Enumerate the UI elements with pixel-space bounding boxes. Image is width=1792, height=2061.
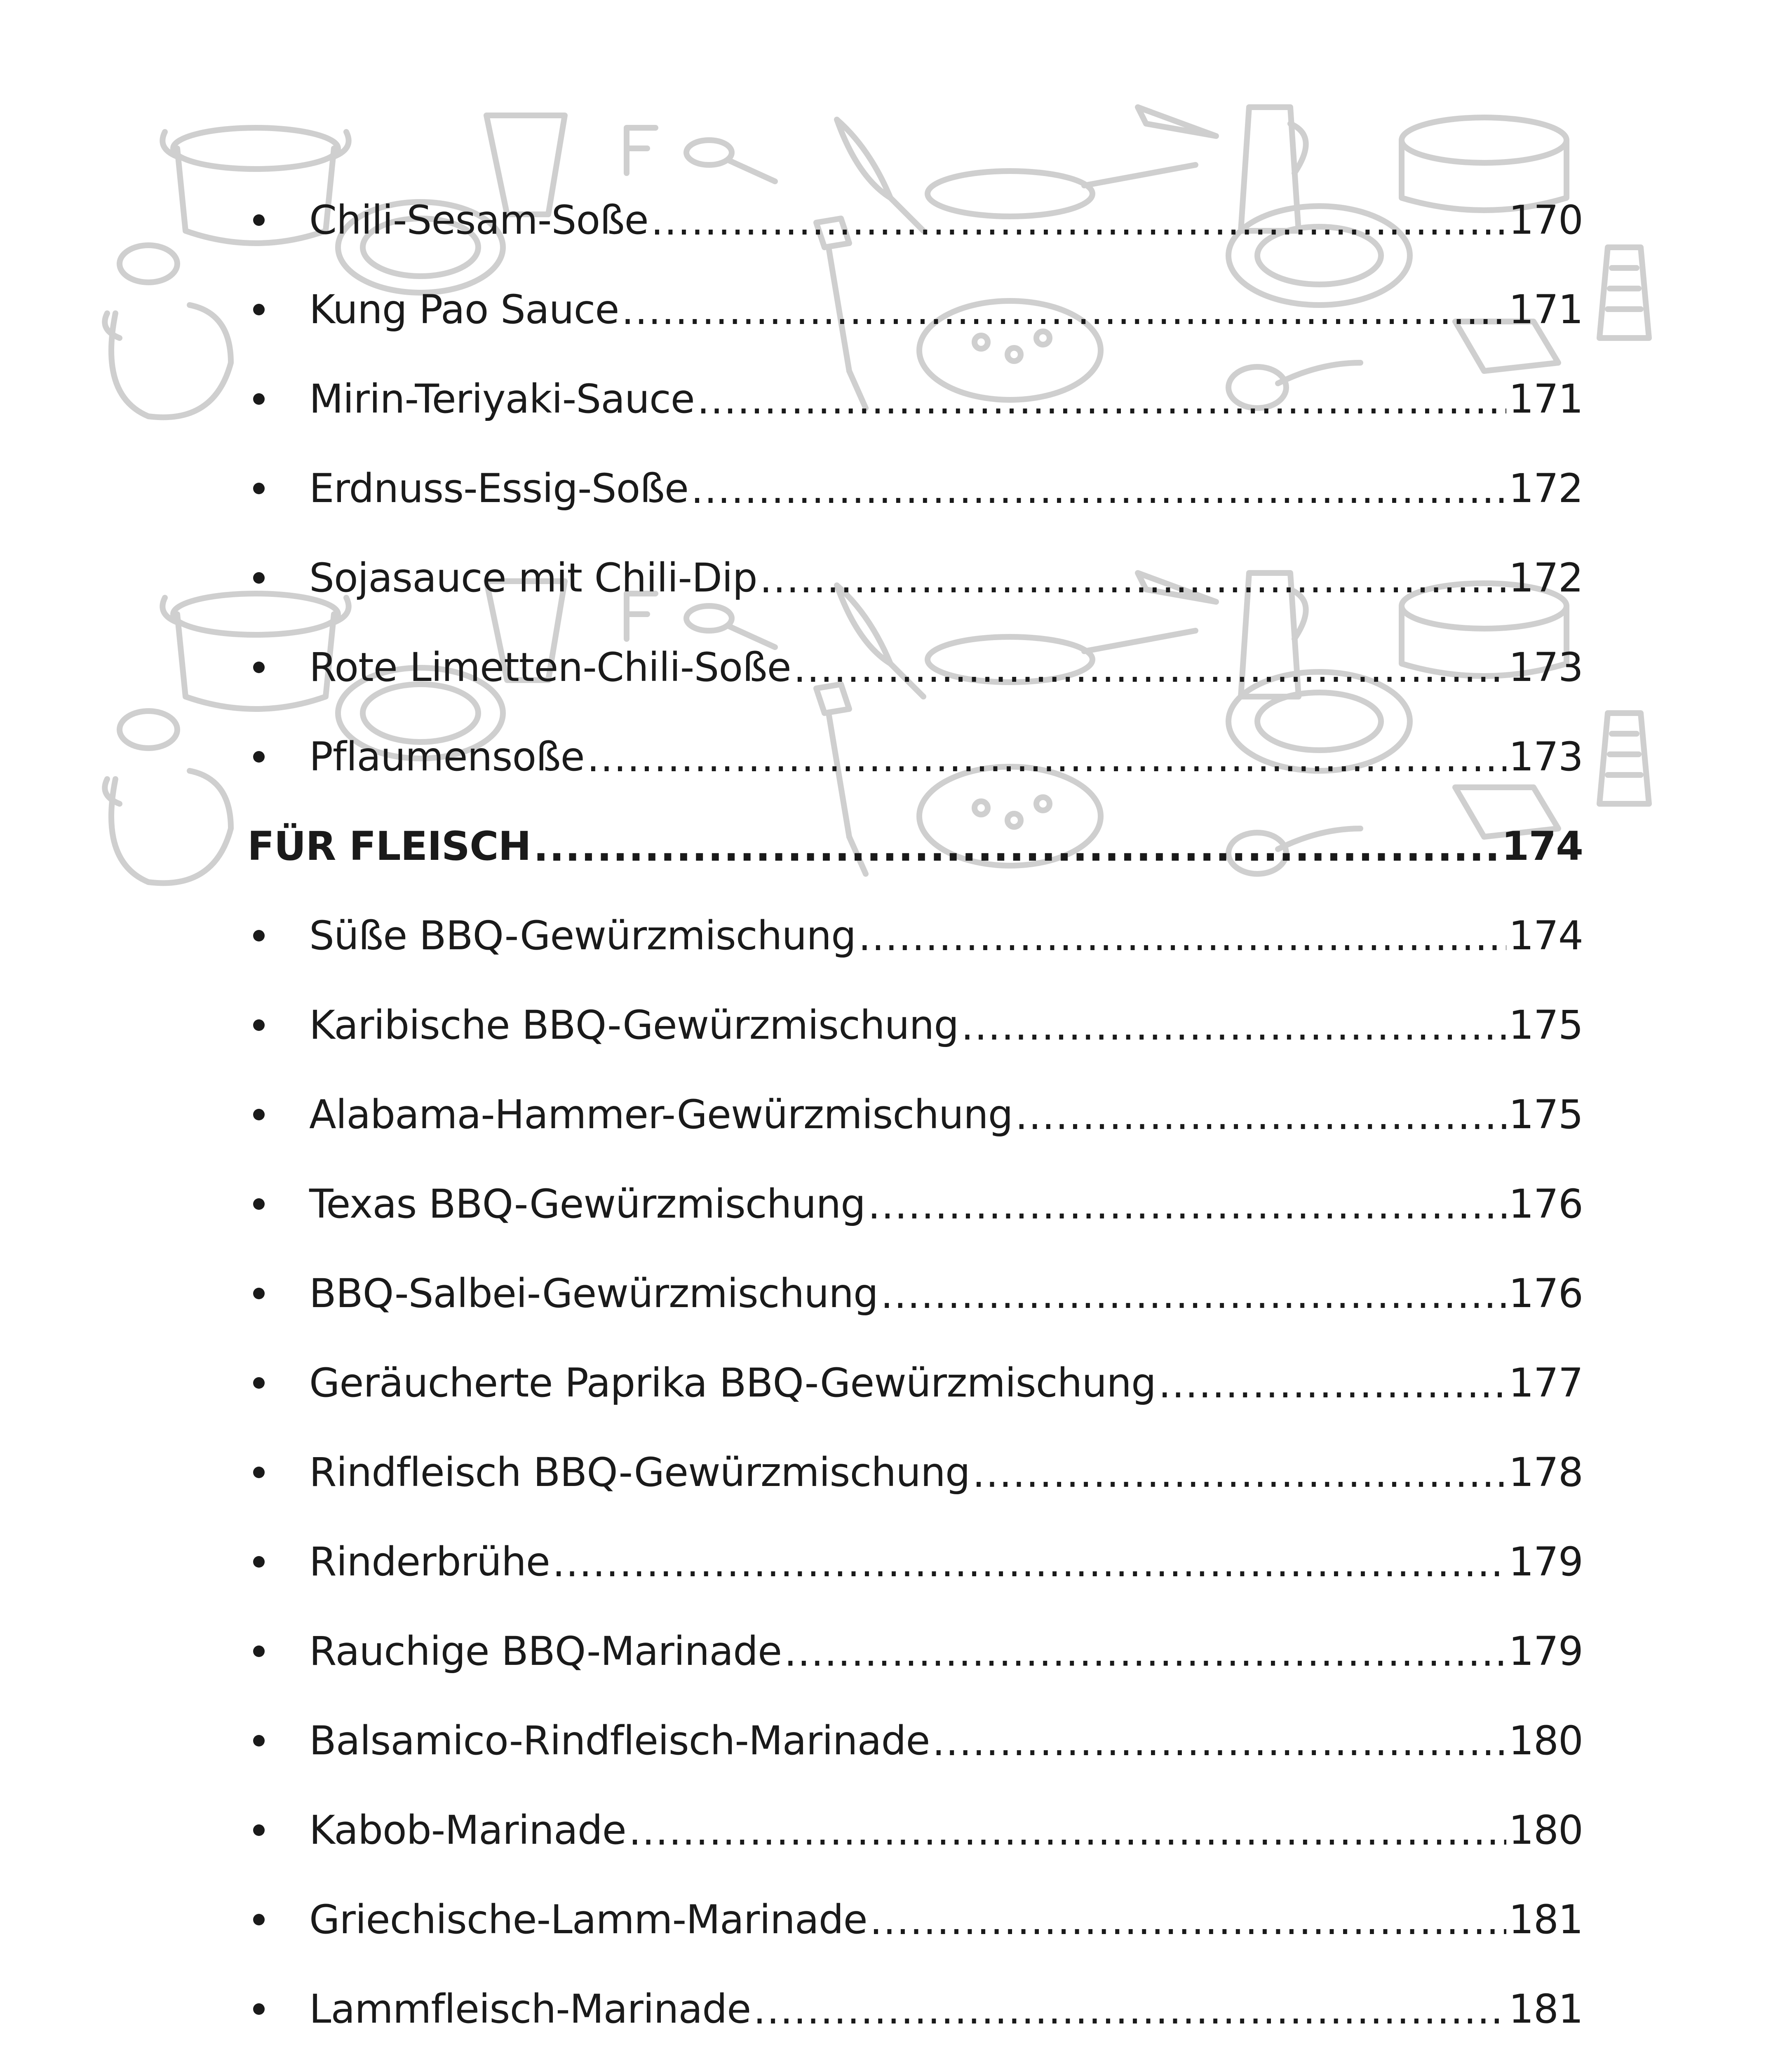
dot-leader [552,1543,1506,1606]
toc-entry-title: Griechische-Lamm-Marinade [309,1896,867,1943]
dot-leader [697,380,1506,444]
toc-entry-page-number: 174 [1508,912,1583,959]
bullet-icon [247,1824,309,1836]
dot-leader [629,1811,1506,1875]
bullet-icon [247,1288,309,1299]
toc-entry[interactable] [247,1159,1583,1249]
toc-entry-page-number: 180 [1508,1807,1583,1853]
toc-entry[interactable] [247,533,1583,622]
bullet-icon [247,393,309,405]
toc-entry-title: Karibische BBQ-Gewürzmischung [309,1002,959,1048]
toc-entry-page-number: 181 [1508,1896,1583,1943]
sugar-bowl-icon [105,245,231,417]
grater-icon [1599,247,1649,338]
dot-leader [651,201,1506,265]
toc-entry[interactable] [247,1070,1583,1159]
toc-entry-title: Kung Pao Sauce [309,286,619,333]
bullet-icon [247,1019,309,1031]
toc-entry-page-number: 172 [1508,554,1583,601]
toc-entry[interactable] [247,1964,1583,2054]
toc-entry-title: FÜR FLEISCH [247,823,531,869]
toc-entry-page-number: 175 [1508,1091,1583,1138]
dot-leader [533,827,1499,891]
dot-leader [753,1990,1506,2054]
toc-entry-page-number: 176 [1508,1181,1583,1227]
toc-entry[interactable] [247,980,1583,1070]
bullet-icon [247,1377,309,1389]
dot-leader [621,291,1506,354]
toc-entry-title: Lammfleisch-Marinade [309,1986,751,2032]
bullet-icon [247,572,309,584]
bullet-icon [247,1556,309,1568]
toc-entry-page-number: 172 [1508,465,1583,512]
dot-leader [858,917,1506,980]
toc-entry-page-number: 176 [1508,1270,1583,1317]
toc-entry-page-number: 177 [1508,1359,1583,1406]
knife-icon [1138,107,1216,136]
bullet-icon [247,1109,309,1120]
dot-leader [961,1006,1506,1070]
toc-entry-title: Rinderbrühe [309,1538,550,1585]
toc-entry-title: Sojasauce mit Chili-Dip [309,554,757,601]
toc-entry-page-number: 174 [1501,823,1583,869]
dot-leader [870,1901,1506,1964]
toc-entry-title: Geräucherte Paprika BBQ-Gewürzmischung [309,1359,1156,1406]
toc-entry[interactable] [247,712,1583,801]
toc-section-heading[interactable] [247,801,1583,891]
toc-entry-page-number: 179 [1508,1628,1583,1674]
toc-entry[interactable] [247,1427,1583,1517]
toc-entry[interactable] [247,1785,1583,1875]
bullet-icon [247,751,309,763]
toc-entry[interactable] [247,1875,1583,1964]
toc-entry-title: Kabob-Marinade [309,1807,626,1853]
toc-entry-title: Süße BBQ-Gewürzmischung [309,912,856,959]
toc-entry[interactable] [247,1338,1583,1427]
bullet-icon [247,1467,309,1478]
dot-leader [691,469,1506,533]
toc-entry-page-number: 173 [1508,644,1583,690]
dot-leader [868,1185,1506,1249]
toc-entry[interactable] [247,1517,1583,1606]
toc-entry-page-number: 175 [1508,1002,1583,1048]
bullet-icon [247,1198,309,1210]
toc-entry[interactable] [247,622,1583,712]
dot-leader [1015,1096,1506,1159]
toc-entry-title: BBQ-Salbei-Gewürzmischung [309,1270,878,1317]
toc-entry-page-number: 170 [1508,197,1583,243]
dot-leader [972,1453,1506,1517]
toc-entry-page-number: 171 [1508,376,1583,422]
dot-leader [932,1722,1506,1785]
toc-entry[interactable] [247,1606,1583,1696]
bullet-icon [247,483,309,494]
bullet-icon [247,930,309,941]
toc-entry[interactable] [247,1696,1583,1785]
bullet-icon [247,662,309,673]
dot-leader [1158,1364,1506,1427]
bullet-icon [247,1646,309,1657]
bullet-icon [247,1914,309,1925]
toc-entry-page-number: 173 [1508,733,1583,780]
toc-entry-title: Pflaumensoße [309,733,585,780]
dot-leader [881,1275,1506,1338]
toc-entry[interactable] [247,265,1583,354]
toc-entry-page-number: 180 [1508,1717,1583,1764]
toc-entry[interactable] [247,444,1583,533]
toc-entry-page-number: 178 [1508,1449,1583,1495]
table-of-contents [247,175,1583,2061]
dot-leader [760,559,1506,622]
toc-entry-page-number: 181 [1508,1986,1583,2032]
toc-entry-title: Rauchige BBQ-Marinade [309,1628,782,1674]
toc-entry[interactable] [247,1249,1583,1338]
toc-entry-title: Rote Limetten-Chili-Soße [309,644,791,690]
bullet-icon [247,214,309,226]
toc-entry-title: Balsamico-Rindfleisch-Marinade [309,1717,930,1764]
dot-leader [587,738,1506,801]
toc-entry-title: Chili-Sesam-Soße [309,197,648,243]
dot-leader [784,1632,1506,1696]
toc-entry-title: Erdnuss-Essig-Soße [309,465,688,512]
toc-entry[interactable] [247,2054,1583,2061]
toc-entry-page-number: 171 [1508,286,1583,333]
bullet-icon [247,2003,309,2015]
bullet-icon [247,304,309,315]
toc-entry-page-number: 179 [1508,1538,1583,1585]
bullet-icon [247,1735,309,1746]
toc-entry[interactable] [247,354,1583,444]
toc-entry-title: Alabama-Hammer-Gewürzmischung [309,1091,1013,1138]
toc-entry-title: Texas BBQ-Gewürzmischung [309,1181,866,1227]
toc-entry-title: Rindfleisch BBQ-Gewürzmischung [309,1449,970,1495]
dot-leader [794,648,1506,712]
toc-entry[interactable] [247,175,1583,265]
toc-entry-title: Mirin-Teriyaki-Sauce [309,376,695,422]
toc-entry[interactable] [247,891,1583,980]
